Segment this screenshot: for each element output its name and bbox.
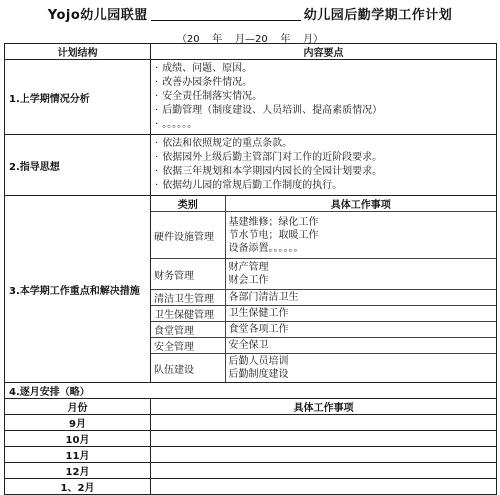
measures-item: 财会工作 <box>228 275 269 286</box>
measures-category: 卫生保健管理 <box>151 306 225 322</box>
title-blank-line <box>151 8 301 21</box>
title-left: Yojo幼儿园联盟 <box>47 8 148 23</box>
month-label: 9月 <box>5 415 151 431</box>
month-items-cell <box>151 479 497 495</box>
section-3-title: 3.本学期工作重点和解决措施 <box>5 196 151 383</box>
header-items: 具体工作事项 <box>225 196 496 212</box>
month-items-cell <box>151 447 497 463</box>
section-2-title: 2.指导思想 <box>5 135 151 196</box>
month-items-cell <box>151 415 497 431</box>
measures-category: 硬件设施管理 <box>151 212 225 259</box>
measures-category: 清洁卫生管理 <box>151 290 225 306</box>
section-1-bullet: · 后勤管理（制度建设、人员培训、提高素质情况） <box>155 104 492 118</box>
section-4-row <box>5 383 497 399</box>
measures-row <box>151 338 496 354</box>
section-3-row <box>5 196 497 383</box>
section-1-title: 1.上学期情况分析 <box>5 60 151 135</box>
measures-row <box>151 354 496 383</box>
measures-item: 基建维修；绿化工作 <box>228 216 319 228</box>
section-2-bullet: · 依法和依照规定的重点条款。 <box>155 137 492 151</box>
month-items-cell <box>151 463 497 479</box>
measures-row <box>151 290 496 306</box>
header-month: 月份 <box>5 399 151 415</box>
measures-items <box>225 338 496 354</box>
month-label: 1、2月 <box>5 479 151 495</box>
measures-category: 安全管理 <box>151 338 225 354</box>
month-row <box>5 447 497 463</box>
month-row <box>5 463 497 479</box>
header-monthly-items: 具体工作事项 <box>151 399 497 415</box>
document-title <box>0 4 500 23</box>
table-header-row <box>5 44 497 60</box>
title-right: 幼儿园后勤学期工作计划 <box>303 8 453 23</box>
section-2-row <box>5 135 497 196</box>
header-structure: 计划结构 <box>5 44 151 60</box>
month-row <box>5 479 497 495</box>
measures-items <box>225 354 496 383</box>
measures-items <box>225 212 496 259</box>
measures-items <box>225 290 496 306</box>
section-4-title: 4.逐月安排（略） <box>5 383 497 399</box>
measures-row <box>151 259 496 290</box>
header-content: 内容要点 <box>151 44 497 60</box>
section-2-content <box>151 135 497 196</box>
section-1-bullet: · 改善办园条件情况。 <box>155 76 492 90</box>
measures-table <box>151 196 496 382</box>
measures-item: 财产管理 <box>228 262 269 273</box>
measures-row <box>151 212 496 259</box>
month-row <box>5 431 497 447</box>
measures-row <box>151 306 496 322</box>
date-range: （20 年 月—20 年 月） <box>176 34 324 45</box>
plan-table <box>4 43 497 495</box>
section-1-bullet: · 安全责任制落实情况。 <box>155 90 492 104</box>
measures-item: 节水节电；取暖工作 <box>228 229 319 241</box>
measures-category: 财务管理 <box>151 259 225 290</box>
measures-items <box>225 306 496 322</box>
header-category: 类别 <box>151 196 225 212</box>
month-label: 11月 <box>5 447 151 463</box>
measures-category: 队伍建设 <box>151 354 225 383</box>
section-3-content <box>151 196 497 383</box>
measures-items <box>225 259 496 290</box>
measures-category: 食堂管理 <box>151 322 225 338</box>
month-items-cell <box>151 431 497 447</box>
section-1-bullet: · 成绩、问题、原因。 <box>155 62 492 76</box>
month-label: 10月 <box>5 431 151 447</box>
section-2-bullet: · 依据园外上级后勤主管部门对工作的近阶段要求。 <box>155 151 492 165</box>
measures-item: 各部门清洁卫生 <box>228 292 299 303</box>
measures-item: 后勤制度建设 <box>228 369 289 380</box>
measures-item: 设备添置。。。。。。 <box>228 242 304 254</box>
section-1-bullet: · 。。。。。。 <box>155 118 492 132</box>
section-1-content <box>151 60 497 135</box>
measures-row <box>151 322 496 338</box>
month-label: 12月 <box>5 463 151 479</box>
monthly-header-row <box>5 399 497 415</box>
measures-items <box>225 322 496 338</box>
month-row <box>5 415 497 431</box>
measures-item: 食堂各项工作 <box>228 324 289 335</box>
section-2-bullet: · 依据幼儿园的常规后勤工作制度的执行。 <box>155 179 492 193</box>
measures-item: 后勤人员培训 <box>228 356 289 367</box>
measures-header-row <box>151 196 496 212</box>
section-1-row <box>5 60 497 135</box>
measures-item: 安全保卫 <box>228 340 269 351</box>
measures-item: 卫生保健工作 <box>228 308 289 319</box>
section-2-bullet: · 依据三年规划和本学期园内园长的全园计划要求。 <box>155 165 492 179</box>
